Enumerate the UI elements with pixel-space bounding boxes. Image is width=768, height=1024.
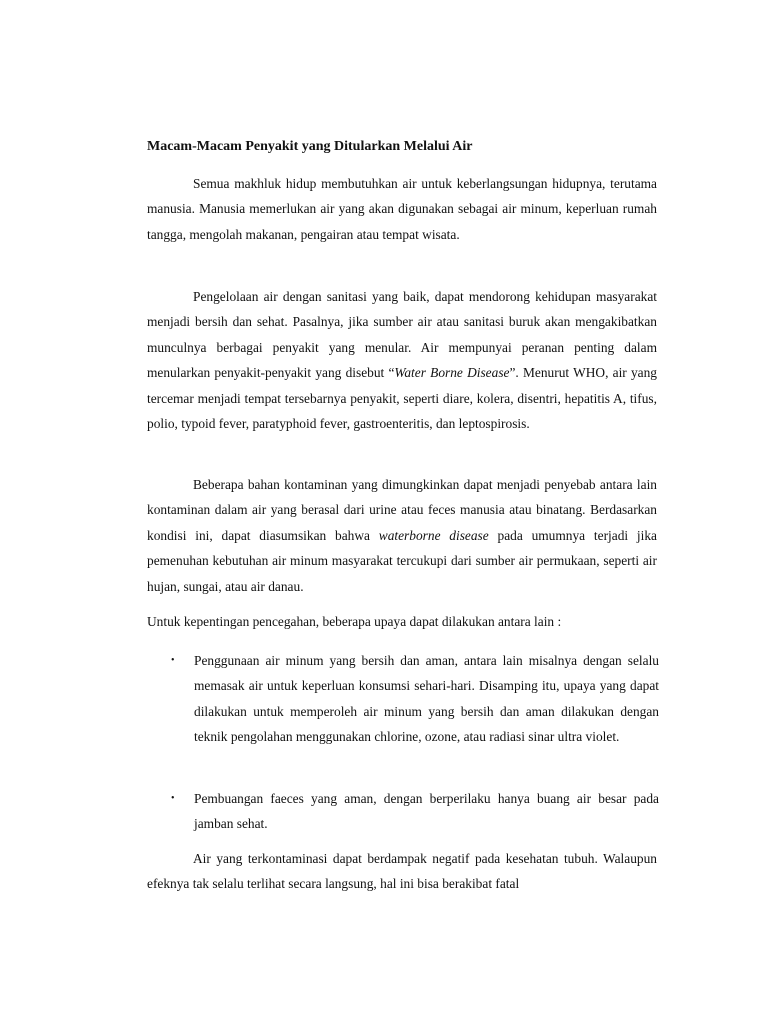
- paragraph-sanitation-text-1: Pengelolaan air dengan sanitasi yang baik, dapat mendorong kehidupan masyarakat menjadi bersih dan sehat. Pasalnya, jika sumber air atau sanitasi buruk akan mengakibatkan munculnya berbagai penyakit yang menular. Air mempunyai peranan penting dalam menularkan penyakit-penyakit yang disebut “: [147, 289, 657, 381]
- paragraph-contaminants-text-1: Beberapa bahan kontaminan yang dimungkinkan dapat menjadi penyebab antara lain kontaminan dalam air yang berasal dari urine atau feces manusia atau binatang. Berdasarkan kondisi ini, dapat diasumsikan bahwa: [147, 477, 657, 543]
- paragraph-health-impact: Air yang terkontaminasi dapat berdampak negatif pada kesehatan tubuh. Walaupun efeknya tak selalu terlihat secara langsung, hal ini bisa berakibat fatal: [147, 851, 657, 892]
- list-item-text: Pembuangan faeces yang aman, dengan berperilaku hanya buang air besar pada jamban sehat.: [194, 791, 659, 832]
- waterborne-disease-term: waterborne disease: [378, 527, 489, 543]
- bullet-icon: •: [171, 793, 175, 804]
- page-title: Macam-Macam Penyakit yang Ditularkan Melalui Air: [147, 139, 473, 154]
- bullet-icon: •: [171, 655, 175, 666]
- paragraph-intro: Semua makhluk hidup membutuhkan air untuk keberlangsungan hidupnya, terutama manusia. Manusia memerlukan air yang akan digunakan sebagai air minum, keperluan rumah tangga, mengolah makanan, pengairan atau tempat wisata.: [147, 176, 657, 242]
- paragraph-sanitation-text-2: ”. Menurut WHO, air yang tercemar menjadi tempat tersebarnya penyakit, seperti diare, kolera, disentri, hepatitis A, tifus, polio, typoid fever, paratyphoid fever, gastroenteritis, dan leptospirosis.: [147, 365, 657, 432]
- paragraph-prevention-intro: Untuk kepentingan pencegahan, beberapa upaya dapat dilakukan antara lain :: [147, 614, 562, 629]
- list-item-text: Penggunaan air minum yang bersih dan aman, antara lain misalnya dengan selalu memasak air untuk keperluan konsumsi sehari-hari. Disamping itu, upaya yang dapat dilakukan untuk memperoleh air minum yang bersih dan aman dilakukan dengan teknik pengolahan menggunakan chlorine, ozone, atau radiasi sinar ultra violet.: [194, 653, 659, 745]
- water-borne-disease-term: Water Borne Disease: [394, 365, 510, 381]
- paragraph-sanitation: [147, 284, 657, 436]
- paragraph-contaminants-text-2: pada umumnya terjadi jika pemenuhan kebutuhan air minum masyarakat tercukupi dari sumber air permukaan, seperti air hujan, sungai, atau air danau.: [147, 527, 657, 594]
- paragraph-contaminants: [147, 472, 657, 599]
